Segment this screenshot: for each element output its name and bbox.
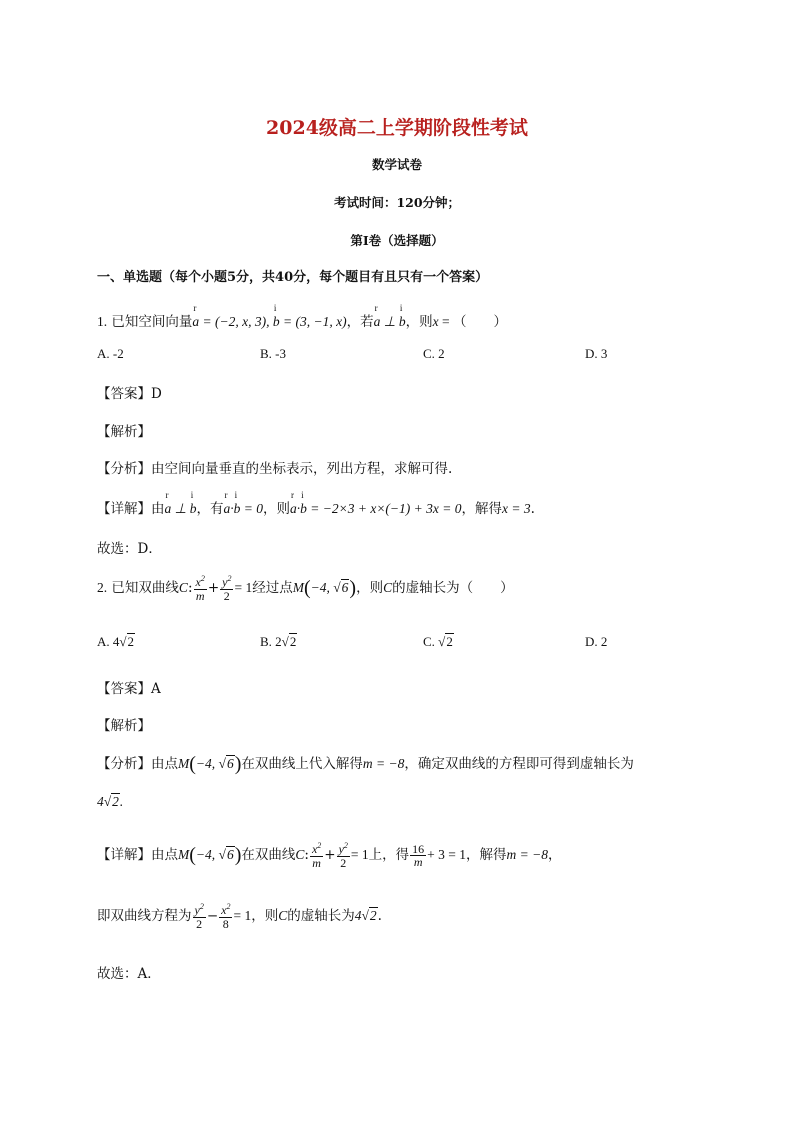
q1-analysis-label: 【解析】 — [97, 424, 151, 440]
q1-stem: 1. 已知空间向量a r = (−2, x, 3), b i = (3, −1, x)，若a r ⊥ b i ，则x = （ ） — [97, 303, 507, 330]
q1-conclusion: 故选：D． — [97, 541, 162, 557]
q2-analysis-label: 【解析】 — [97, 718, 151, 734]
q2-conclusion: 故选：A． — [97, 966, 161, 982]
q2-option-d: D. 2 — [585, 634, 608, 649]
q1-number: 1. — [97, 314, 108, 329]
q1-answer: 【答案】D — [97, 386, 162, 402]
q2-option-b: B. 2√2 — [260, 634, 297, 649]
q2-fenxi-value: 4√2. — [97, 794, 124, 809]
exam-title: 2024级高二上学期阶段性考试 — [266, 117, 528, 139]
volume-label: 第I卷（选择题） — [350, 233, 444, 248]
exam-time: 考试时间：120分钟； — [333, 195, 461, 210]
q1-stem-mid: ，若 — [346, 314, 374, 330]
q1-option-a: A. -2 — [97, 346, 124, 361]
q2-equation: 即双曲线方程为 $\frac{y^2}{2}$ − $\frac{x^2}{8}$ = 1，则C的虚轴长为4√2. — [97, 902, 382, 931]
q1-option-d: D. 3 — [585, 346, 608, 361]
q1-detail: 【详解】由a r ⊥ b i ，有a r ·b i = 0，则a r ·b i = −2×3 + x×(−1) + 3x = 0，解得x = 3. — [97, 490, 535, 517]
q1-stem-post: ，则 — [405, 314, 433, 330]
q2-option-a: A. 4√2 — [97, 634, 135, 649]
q1-option-b: B. -3 — [260, 346, 286, 361]
q2-stem: 2. 已知双曲线C: $\frac{x^2}{m}$ + $\frac{y^2}{2}$ = 1经过点M(−4, √6)，则C的虚轴长为（ ） — [97, 574, 514, 603]
q2-fenxi: 【分析】由点M(−4, √6)在双曲线上代入解得m = −8，确定双曲线的方程即可得到虚轴长为 — [97, 753, 634, 775]
q1-stem-pre: 已知空间向量 — [111, 314, 193, 330]
q2-detail: 【详解】由点M(−4, √6)在双曲线C: $\frac{x^2}{m}$ + $\frac{y^2}{2}$ = 1上，得 $\frac{16}{m}$ + 3 = 1，解得m = −8， — [97, 841, 562, 870]
subject-label: 数学试卷 — [371, 157, 422, 172]
q1-fenxi: 【分析】由空间向量垂直的坐标表示，列出方程，求解可得. — [97, 461, 453, 477]
section-heading: 一、单选题（每个小题5分，共40分，每个题目有且只有一个答案） — [97, 270, 489, 285]
q1-paren: （ ） — [452, 314, 507, 330]
q2-answer: 【答案】A — [97, 681, 161, 697]
q2-option-c: C. √2 — [423, 634, 453, 649]
q1-option-c: C. 2 — [423, 346, 445, 361]
